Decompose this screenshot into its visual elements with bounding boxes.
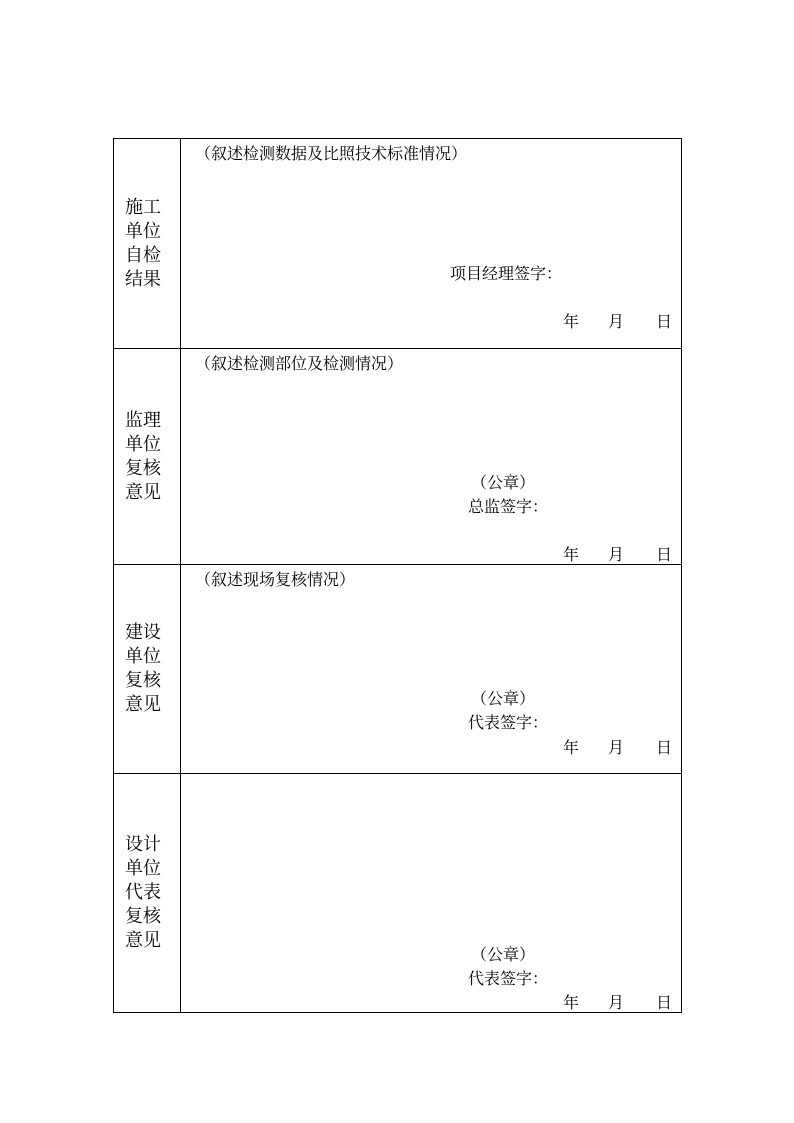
signature-label: 总监签字： xyxy=(468,497,549,516)
day-label: 日 xyxy=(656,738,673,757)
year-label: 年 xyxy=(563,312,580,331)
signature-label: 项目经理签字： xyxy=(450,264,563,283)
section-label: 监理单位复核意见 xyxy=(125,409,161,503)
month-label: 月 xyxy=(608,993,625,1012)
section-content-cell[interactable] xyxy=(181,565,681,773)
year-label: 年 xyxy=(563,993,580,1012)
seal-label: （公章） xyxy=(471,473,536,492)
year-label: 年 xyxy=(563,738,580,757)
section-supervision-review xyxy=(114,348,681,564)
section-label: 设计单位代表复核意见 xyxy=(125,834,161,951)
day-label: 日 xyxy=(656,545,673,564)
section-label-cell xyxy=(114,349,181,564)
section-description: （叙述检测数据及比照技术标准情况） xyxy=(195,144,468,163)
month-label: 月 xyxy=(608,545,625,564)
section-construction-self-check xyxy=(114,139,681,348)
review-form-table xyxy=(113,138,682,1013)
day-label: 日 xyxy=(656,312,673,331)
section-label: 建设单位复核意见 xyxy=(125,622,161,715)
month-label: 月 xyxy=(608,312,625,331)
section-label-cell xyxy=(114,565,181,773)
month-label: 月 xyxy=(608,738,625,757)
section-content-cell[interactable] xyxy=(181,349,681,564)
section-label-cell xyxy=(114,139,181,348)
section-content-cell[interactable] xyxy=(181,139,681,348)
section-owner-review xyxy=(114,564,681,773)
seal-label: （公章） xyxy=(471,945,536,964)
section-description: （叙述检测部位及检测情况） xyxy=(195,354,404,373)
signature-label: 代表签字： xyxy=(468,969,549,988)
section-label: 施工单位自检结果 xyxy=(125,196,161,290)
section-design-review xyxy=(114,773,681,1012)
section-content-cell[interactable] xyxy=(181,774,681,1012)
seal-label: （公章） xyxy=(471,689,536,708)
day-label: 日 xyxy=(656,993,673,1012)
year-label: 年 xyxy=(563,545,580,564)
signature-label: 代表签字： xyxy=(468,713,549,732)
section-description: （叙述现场复核情况） xyxy=(195,570,356,589)
section-label-cell xyxy=(114,774,181,1012)
